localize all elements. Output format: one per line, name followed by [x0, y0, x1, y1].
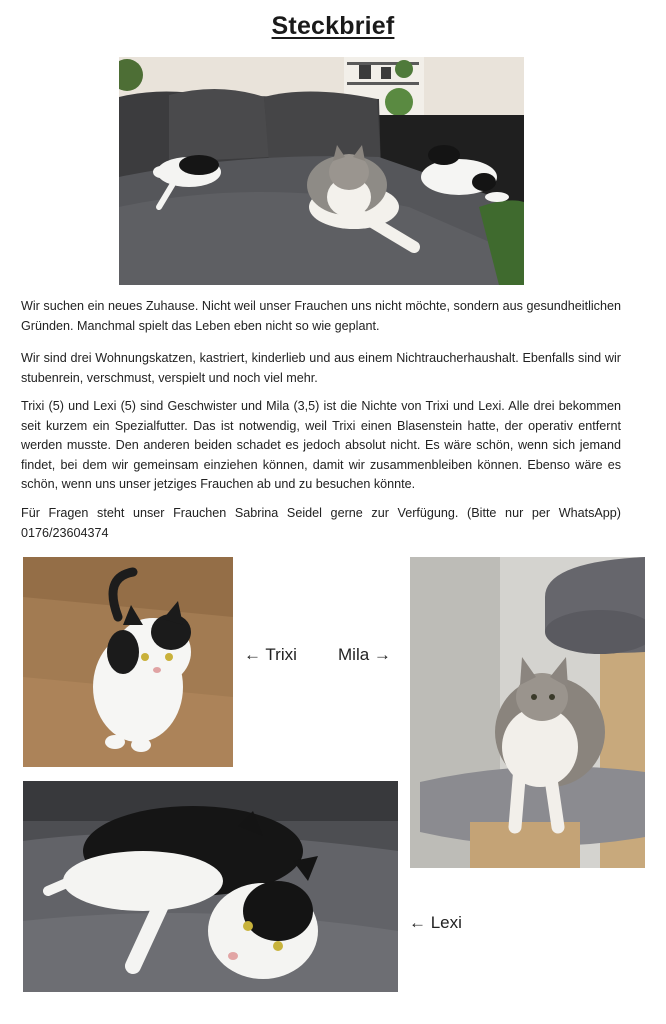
about-paragraph: Wir sind drei Wohnungskatzen, kastriert, kinderlieb und aus einem Nichtraucherhaushalt. Ebenfalls sind wir stubenrein, verschmust, verspielt und noch viel mehr. — [21, 351, 621, 385]
label-mila: Mila → — [338, 645, 391, 664]
photo-lexi — [23, 781, 398, 992]
contact-paragraph: Für Fragen steht unser Frauchen Sabrina Seidel gerne zur Verfügung. (Bitte nur per WhatsApp) 0176/23604374 — [21, 506, 621, 540]
label-lexi: ← Lexi — [409, 913, 462, 932]
page-title: Steckbrief — [271, 12, 395, 40]
photo-trixi — [23, 557, 233, 767]
photo-mila — [410, 557, 645, 868]
photo-three-cats-on-sofa — [119, 57, 524, 285]
siblings-paragraph: Trixi (5) und Lexi (5) sind Geschwister und Mila (3,5) ist die Nichte von Trixi und Lexi. Alle drei bekommen seit kurzem ein Spezialfutter. Das ist notwendig, weil Trixi einen Blasenstein hatte, der operativ entfernt werden musste. Den anderen beiden schadet es jedoch absolut nicht. Es wäre schön, wenn sich jemand findet, bei dem wir gemeinsam einziehen können, damit wir zusammenbleiben können. Ebenso wäre es schön, wenn uns unser jetziges Frauchen ab und zu besuchen könnte. — [21, 399, 621, 491]
label-trixi: ← Trixi — [244, 645, 297, 664]
intro-paragraph: Wir suchen ein neues Zuhause. Nicht weil unser Frauchen uns nicht möchte, sondern aus gesundheitlichen Gründen. Manchmal spielt das Leben eben nicht so wie geplant. — [21, 299, 621, 333]
